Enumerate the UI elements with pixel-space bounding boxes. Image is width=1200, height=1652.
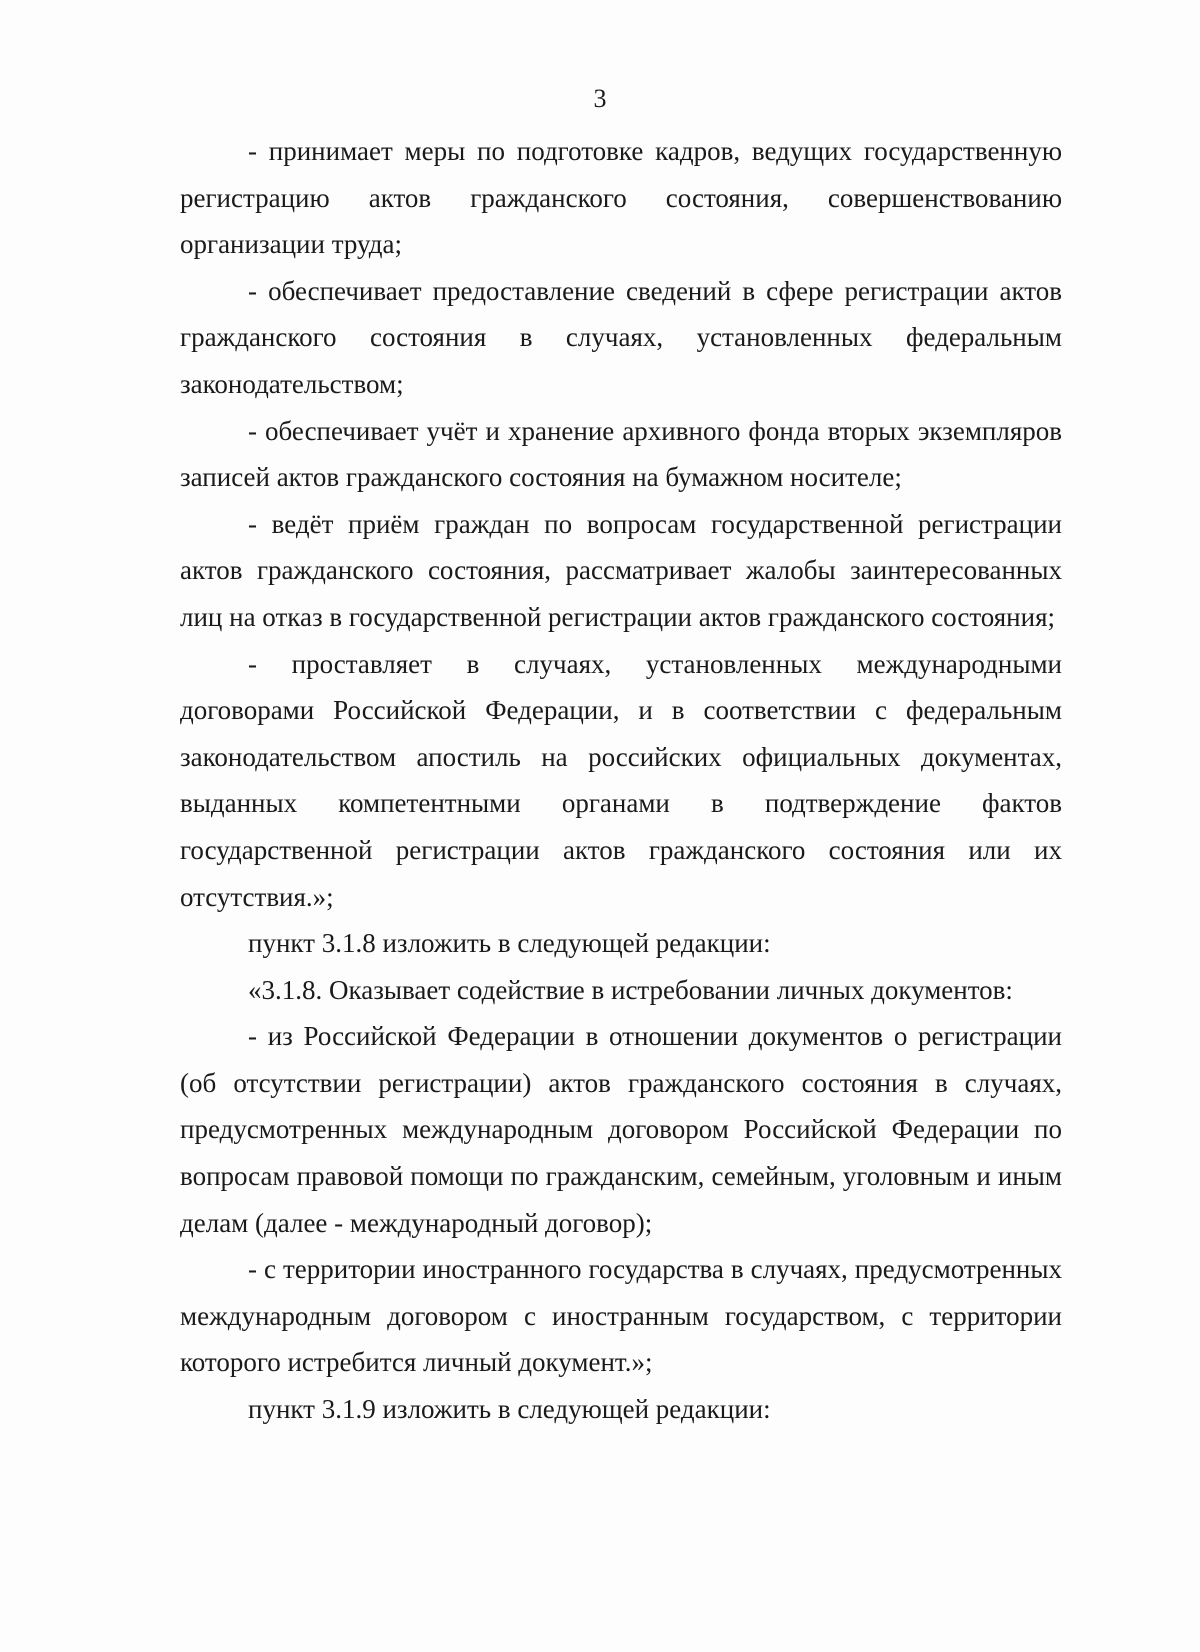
paragraph-clause-3-1-8-intro: пункт 3.1.8 изложить в следующей редакции: — [248, 928, 771, 959]
paragraph-from-russian-federation: - из Российской Федерации в отношении документов о регистрации (об отсутствии регистрации) актов гражданского состояния в случаях, предусмотренных международным договором Российской Федерации по вопросам правовой помощи по гражданским, семейным, уголовным и иным делам (далее - международный договор); — [180, 1021, 1062, 1238]
paragraph-archive-storage: - обеспечивает учёт и хранение архивного фонда вторых экземпляров записей актов гражданского состояния на бумажном носителе; — [180, 415, 1062, 493]
paragraph-from-foreign-state: - с территории иностранного государства в случаях, предусмотренных международным договором с иностранным государством, с территории которого истребится личный документ.»; — [180, 1254, 1062, 1378]
paragraph-apostille: - проставляет в случаях, установленных международными договорами Российской Федерации, и в соответствии с федеральным законодательством апостиль на российских официальных документах, выданных компетентными органами в подтверждение фактов государственной регистрации актов гражданского состояния или их отсутствия.»; — [180, 648, 1062, 912]
document-body — [180, 128, 1062, 1433]
page-number: 3 — [593, 84, 607, 113]
paragraph-personnel-training: - принимает меры по подготовке кадров, ведущих государственную регистрацию актов гражданского состояния, совершенствованию организации труда; — [180, 136, 1062, 260]
paragraph-citizen-reception: - ведёт приём граждан по вопросам государственной регистрации актов гражданского состояния, рассматривает жалобы заинтересованных лиц на отказ в государственной регистрации актов гражданского состояния; — [180, 508, 1062, 632]
paragraph-clause-3-1-8-heading: «3.1.8. Оказывает содействие в истребовании личных документов: — [248, 974, 1013, 1005]
paragraph-information-provision: - обеспечивает предоставление сведений в сфере регистрации актов гражданского состояния в случаях, установленных федеральным законодательством; — [180, 275, 1062, 399]
paragraph-clause-3-1-9-intro: пункт 3.1.9 изложить в следующей редакции: — [248, 1394, 771, 1425]
